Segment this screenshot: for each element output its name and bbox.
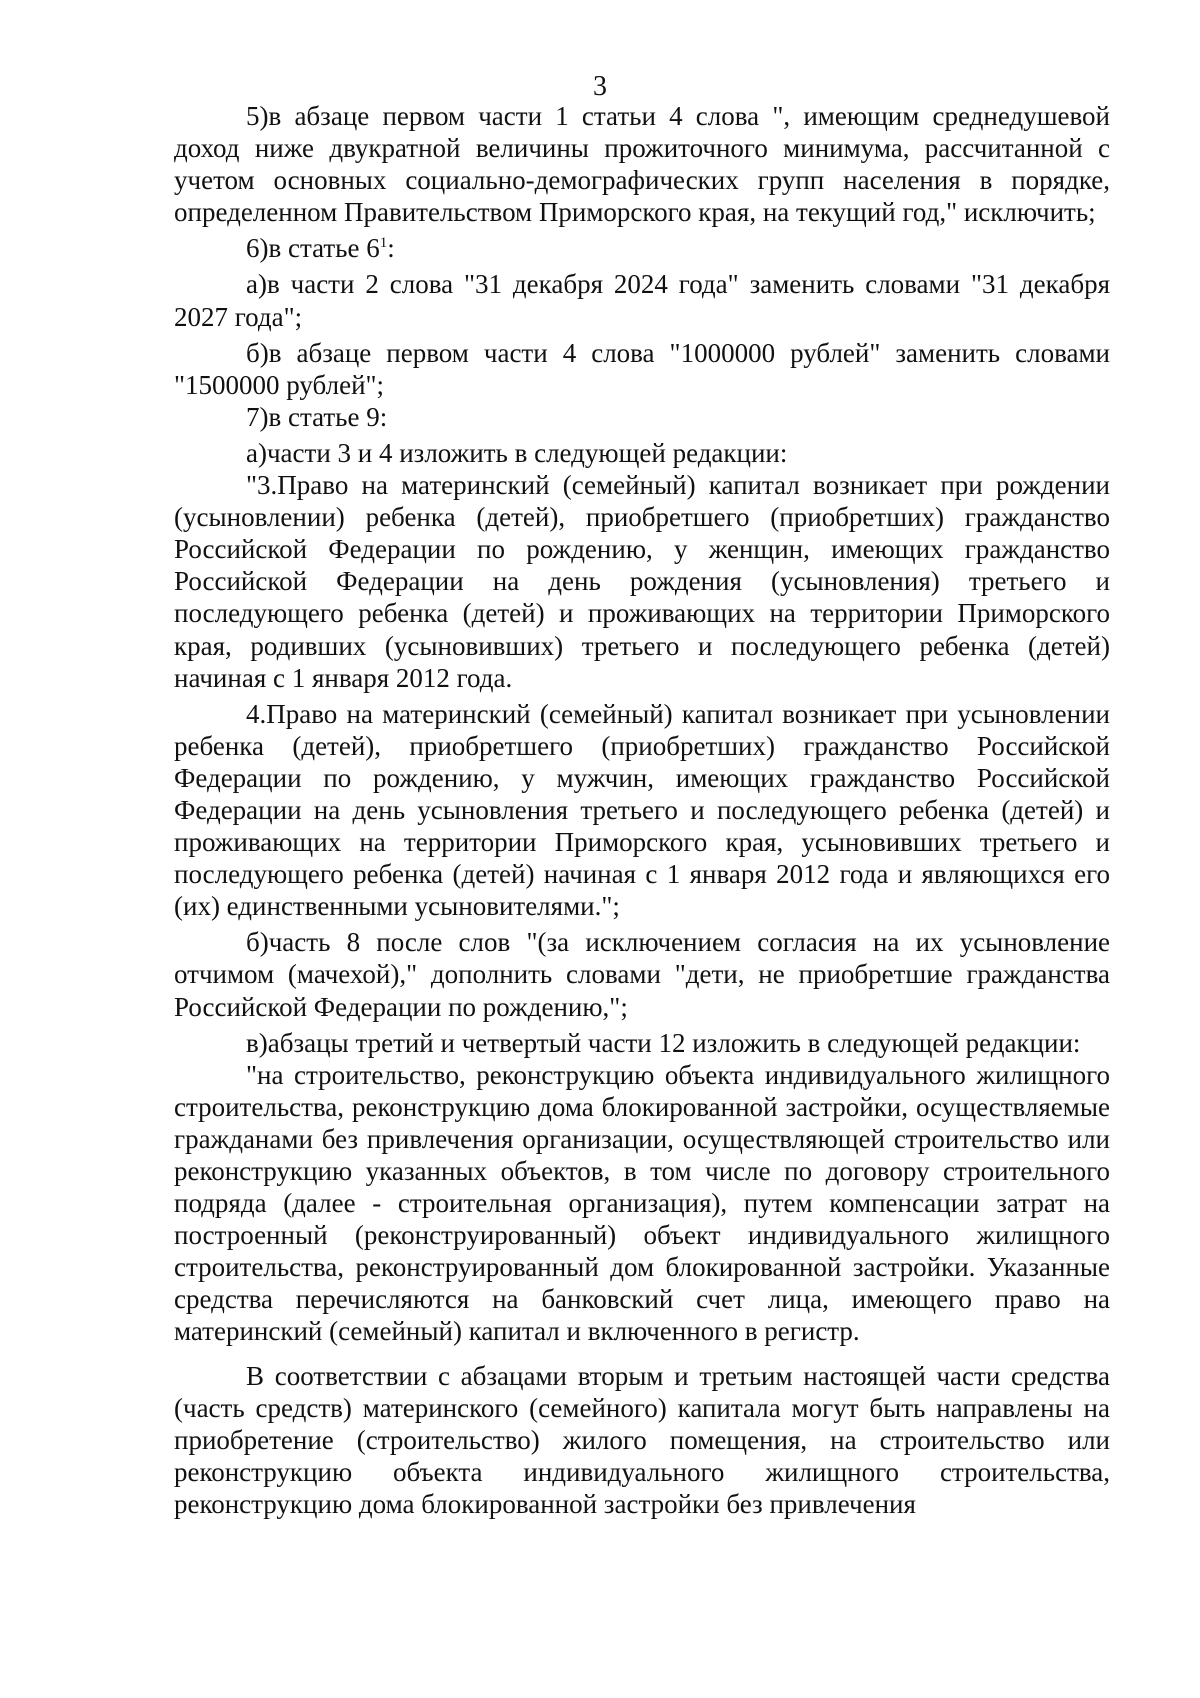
paragraph-item-6: [174, 232, 1110, 264]
paragraph-item-7a: а)части 3 и 4 изложить в следующей редакции:: [246, 437, 788, 468]
paragraph-new-wording: "на строительство, реконструкцию объекта индивидуального жилищного строительства, реконструкцию дома блокированной застройки, осуществляемые гражданами без привлечения организации, осуществляющей строительство или реконструкцию указанных объектов, в том числе по договору строительного подряда (далее - строительная организация), путем компенсации затрат на построенный (реконструированный) объект индивидуального жилищного строительства, реконструированный дом блокированной застройки. Указанные средства перечисляются на банковский счет лица, имеющего право на материнский (семейный) капитал и включенного в регистр.: [174, 1059, 1110, 1347]
paragraph-item-6-suffix: :: [387, 233, 395, 264]
document-body: [174, 100, 1110, 1520]
paragraph-item-7b: б)часть 8 после слов "(за исключением согласия на их усыновление отчимом (мачехой)," дополнить словами "дети, не приобретшие гражданства Российской Федерации по рождению,";: [174, 927, 1110, 1022]
paragraph-item-6-text: 6)в статье 6: [246, 233, 380, 264]
superscript-index: 1: [379, 235, 388, 252]
paragraph-item-6b: б)в абзаце первом части 4 слова "1000000 рублей" заменить словами "1500000 рублей";: [174, 337, 1110, 400]
paragraph-part-4: 4.Право на материнский (семейный) капитал возникает при усыновлении ребенка (детей), приобретшего (приобретших) гражданство Российской Федерации по рождению, у мужчин, имеющих гражданство Российской Федерации на день усыновления третьего и последующего ребенка (детей) и проживающих на территории Приморского края, усыновивших третьего и последующего ребенка (детей) начиная с 1 января 2012 года и являющихся его (их) единственными усыновителями.";: [174, 698, 1110, 922]
paragraph-item-7: 7)в статье 9:: [246, 401, 388, 432]
paragraph-item-5: 5)в абзаце первом части 1 статьи 4 слова ", имеющим среднедушевой доход ниже двукратной величины прожиточного минимума, рассчитанной с учетом основных социально-демографических групп населения в порядке, определенном Правительством Приморского края, на текущий год," исключить;: [174, 101, 1110, 228]
paragraph-part-3: "3.Право на материнский (семейный) капитал возникает при рождении (усыновлении) ребенка (детей), приобретшего (приобретших) гражданство Российской Федерации по рождению, у женщин, имеющих гражданство Российской Федерации на день рождения (усыновления) третьего и последующего ребенка (детей) и проживающих на территории Приморского края, родивших (усыновивших) третьего и последующего ребенка (детей) начиная с 1 января 2012 года.: [174, 470, 1110, 693]
paragraph-item-7v: в)абзацы третий и четвертый части 12 изложить в следующей редакции:: [246, 1027, 1081, 1058]
page-number: 3: [593, 71, 607, 102]
paragraph-accordance: В соответствии с абзацами вторым и третьим настоящей части средства (часть средств) материнского (семейного) капитала могут быть направлены на приобретение (строительство) жилого помещения, на строительство или реконструкцию объекта индивидуального жилищного строительства, реконструкцию дома блокированной застройки без привлечения: [174, 1360, 1110, 1519]
paragraph-item-6a: а)в части 2 слова "31 декабря 2024 года" заменить словами "31 декабря 2027 года";: [174, 269, 1110, 332]
